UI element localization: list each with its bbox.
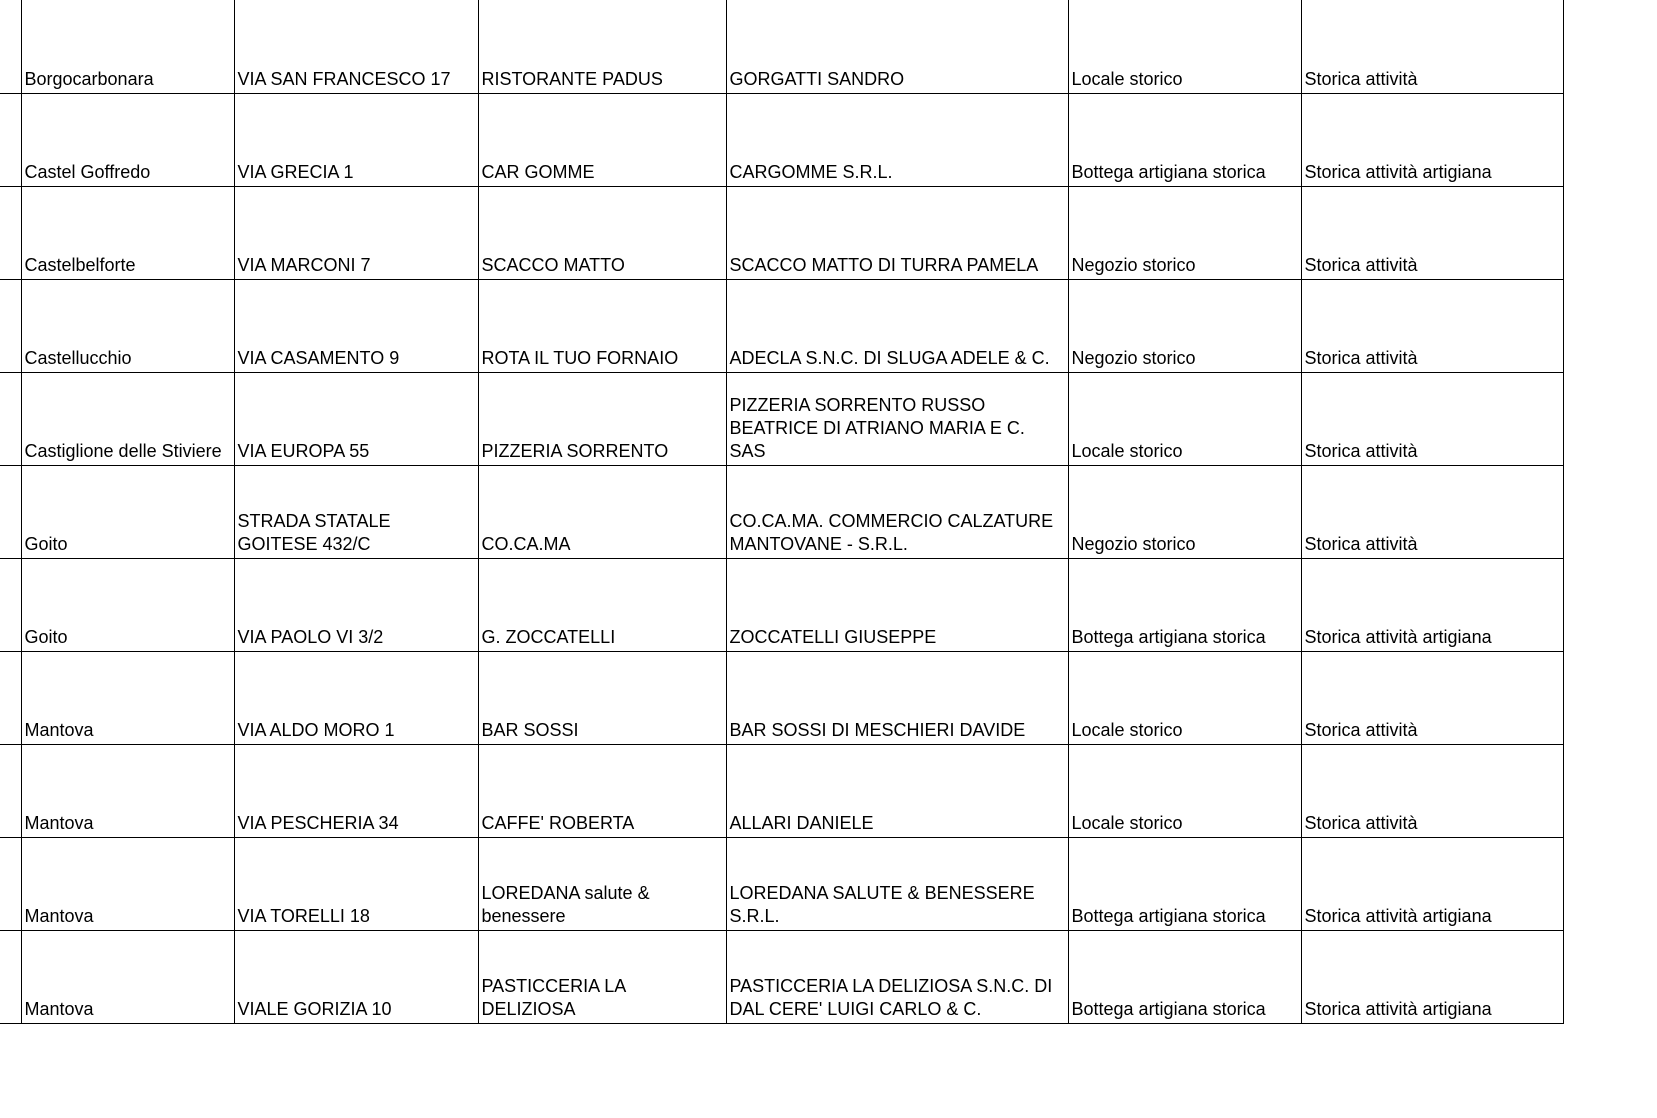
cell-categoria: Storica attività bbox=[1301, 372, 1563, 465]
cell-categoria: Storica attività bbox=[1301, 465, 1563, 558]
table-row bbox=[0, 465, 1563, 558]
cell-indirizzo: VIA SAN FRANCESCO 17 bbox=[234, 0, 478, 93]
row-stub-cell bbox=[0, 279, 21, 372]
cell-ragione: CO.CA.MA. COMMERCIO CALZATURE MANTOVANE - S.R.L. bbox=[726, 465, 1068, 558]
cell-ragione: BAR SOSSI DI MESCHIERI DAVIDE bbox=[726, 651, 1068, 744]
cell-tipologia: Bottega artigiana storica bbox=[1068, 837, 1301, 930]
cell-categoria: Storica attività artigiana bbox=[1301, 837, 1563, 930]
row-stub-cell bbox=[0, 465, 21, 558]
table-row bbox=[0, 372, 1563, 465]
cell-comune: Castelbelforte bbox=[21, 186, 234, 279]
cell-comune: Mantova bbox=[21, 930, 234, 1023]
cell-indirizzo: VIA GRECIA 1 bbox=[234, 93, 478, 186]
cell-insegna: G. ZOCCATELLI bbox=[478, 558, 726, 651]
cell-insegna: ROTA IL TUO FORNAIO bbox=[478, 279, 726, 372]
cell-tipologia: Bottega artigiana storica bbox=[1068, 930, 1301, 1023]
table-row bbox=[0, 93, 1563, 186]
cell-comune: Castiglione delle Stiviere bbox=[21, 372, 234, 465]
cell-comune: Castel Goffredo bbox=[21, 93, 234, 186]
cell-ragione: SCACCO MATTO DI TURRA PAMELA bbox=[726, 186, 1068, 279]
row-stub-cell bbox=[0, 837, 21, 930]
cell-ragione: GORGATTI SANDRO bbox=[726, 0, 1068, 93]
table-row bbox=[0, 930, 1563, 1023]
cell-insegna: CAR GOMME bbox=[478, 93, 726, 186]
table-row bbox=[0, 0, 1563, 93]
cell-ragione: LOREDANA SALUTE & BENESSERE S.R.L. bbox=[726, 837, 1068, 930]
cell-ragione: CARGOMME S.R.L. bbox=[726, 93, 1068, 186]
cell-insegna: CAFFE' ROBERTA bbox=[478, 744, 726, 837]
cell-tipologia: Negozio storico bbox=[1068, 186, 1301, 279]
table-row bbox=[0, 744, 1563, 837]
cell-categoria: Storica attività bbox=[1301, 279, 1563, 372]
cell-ragione: PIZZERIA SORRENTO RUSSO BEATRICE DI ATRIANO MARIA E C. SAS bbox=[726, 372, 1068, 465]
cell-categoria: Storica attività bbox=[1301, 651, 1563, 744]
cell-categoria: Storica attività artigiana bbox=[1301, 558, 1563, 651]
cell-ragione: ADECLA S.N.C. DI SLUGA ADELE & C. bbox=[726, 279, 1068, 372]
cell-indirizzo: VIA MARCONI 7 bbox=[234, 186, 478, 279]
cell-indirizzo: VIA PAOLO VI 3/2 bbox=[234, 558, 478, 651]
table-row bbox=[0, 558, 1563, 651]
cell-tipologia: Negozio storico bbox=[1068, 465, 1301, 558]
row-stub-cell bbox=[0, 558, 21, 651]
row-stub-cell bbox=[0, 0, 21, 93]
cell-categoria: Storica attività artigiana bbox=[1301, 930, 1563, 1023]
cell-categoria: Storica attività bbox=[1301, 0, 1563, 93]
cell-categoria: Storica attività bbox=[1301, 186, 1563, 279]
cell-tipologia: Negozio storico bbox=[1068, 279, 1301, 372]
cell-insegna: PASTICCERIA LA DELIZIOSA bbox=[478, 930, 726, 1023]
table-row bbox=[0, 651, 1563, 744]
cell-insegna: CO.CA.MA bbox=[478, 465, 726, 558]
cell-comune: Mantova bbox=[21, 837, 234, 930]
row-stub-cell bbox=[0, 186, 21, 279]
cell-categoria: Storica attività bbox=[1301, 744, 1563, 837]
cell-indirizzo: VIA CASAMENTO 9 bbox=[234, 279, 478, 372]
row-stub-cell bbox=[0, 93, 21, 186]
cell-comune: Mantova bbox=[21, 651, 234, 744]
cell-indirizzo: VIA ALDO MORO 1 bbox=[234, 651, 478, 744]
cell-comune: Borgocarbonara bbox=[21, 0, 234, 93]
cell-insegna: RISTORANTE PADUS bbox=[478, 0, 726, 93]
cell-comune: Goito bbox=[21, 465, 234, 558]
cell-comune: Mantova bbox=[21, 744, 234, 837]
cell-comune: Castellucchio bbox=[21, 279, 234, 372]
cell-insegna: LOREDANA salute & benessere bbox=[478, 837, 726, 930]
cell-tipologia: Locale storico bbox=[1068, 372, 1301, 465]
table-row bbox=[0, 186, 1563, 279]
cell-tipologia: Bottega artigiana storica bbox=[1068, 93, 1301, 186]
cell-insegna: PIZZERIA SORRENTO bbox=[478, 372, 726, 465]
cell-indirizzo: STRADA STATALE GOITESE 432/C bbox=[234, 465, 478, 558]
cell-tipologia: Locale storico bbox=[1068, 744, 1301, 837]
cell-insegna: BAR SOSSI bbox=[478, 651, 726, 744]
cell-indirizzo: VIALE GORIZIA 10 bbox=[234, 930, 478, 1023]
table-row bbox=[0, 279, 1563, 372]
row-stub-cell bbox=[0, 744, 21, 837]
table-row bbox=[0, 837, 1563, 930]
cell-insegna: SCACCO MATTO bbox=[478, 186, 726, 279]
cell-ragione: ALLARI DANIELE bbox=[726, 744, 1068, 837]
cell-indirizzo: VIA EUROPA 55 bbox=[234, 372, 478, 465]
cell-ragione: ZOCCATELLI GIUSEPPE bbox=[726, 558, 1068, 651]
cell-indirizzo: VIA PESCHERIA 34 bbox=[234, 744, 478, 837]
cell-indirizzo: VIA TORELLI 18 bbox=[234, 837, 478, 930]
row-stub-cell bbox=[0, 372, 21, 465]
cell-tipologia: Locale storico bbox=[1068, 0, 1301, 93]
cell-ragione: PASTICCERIA LA DELIZIOSA S.N.C. DI DAL CERE' LUIGI CARLO & C. bbox=[726, 930, 1068, 1023]
row-stub-cell bbox=[0, 930, 21, 1023]
cell-comune: Goito bbox=[21, 558, 234, 651]
cell-categoria: Storica attività artigiana bbox=[1301, 93, 1563, 186]
row-stub-cell bbox=[0, 651, 21, 744]
cell-tipologia: Locale storico bbox=[1068, 651, 1301, 744]
cell-tipologia: Bottega artigiana storica bbox=[1068, 558, 1301, 651]
